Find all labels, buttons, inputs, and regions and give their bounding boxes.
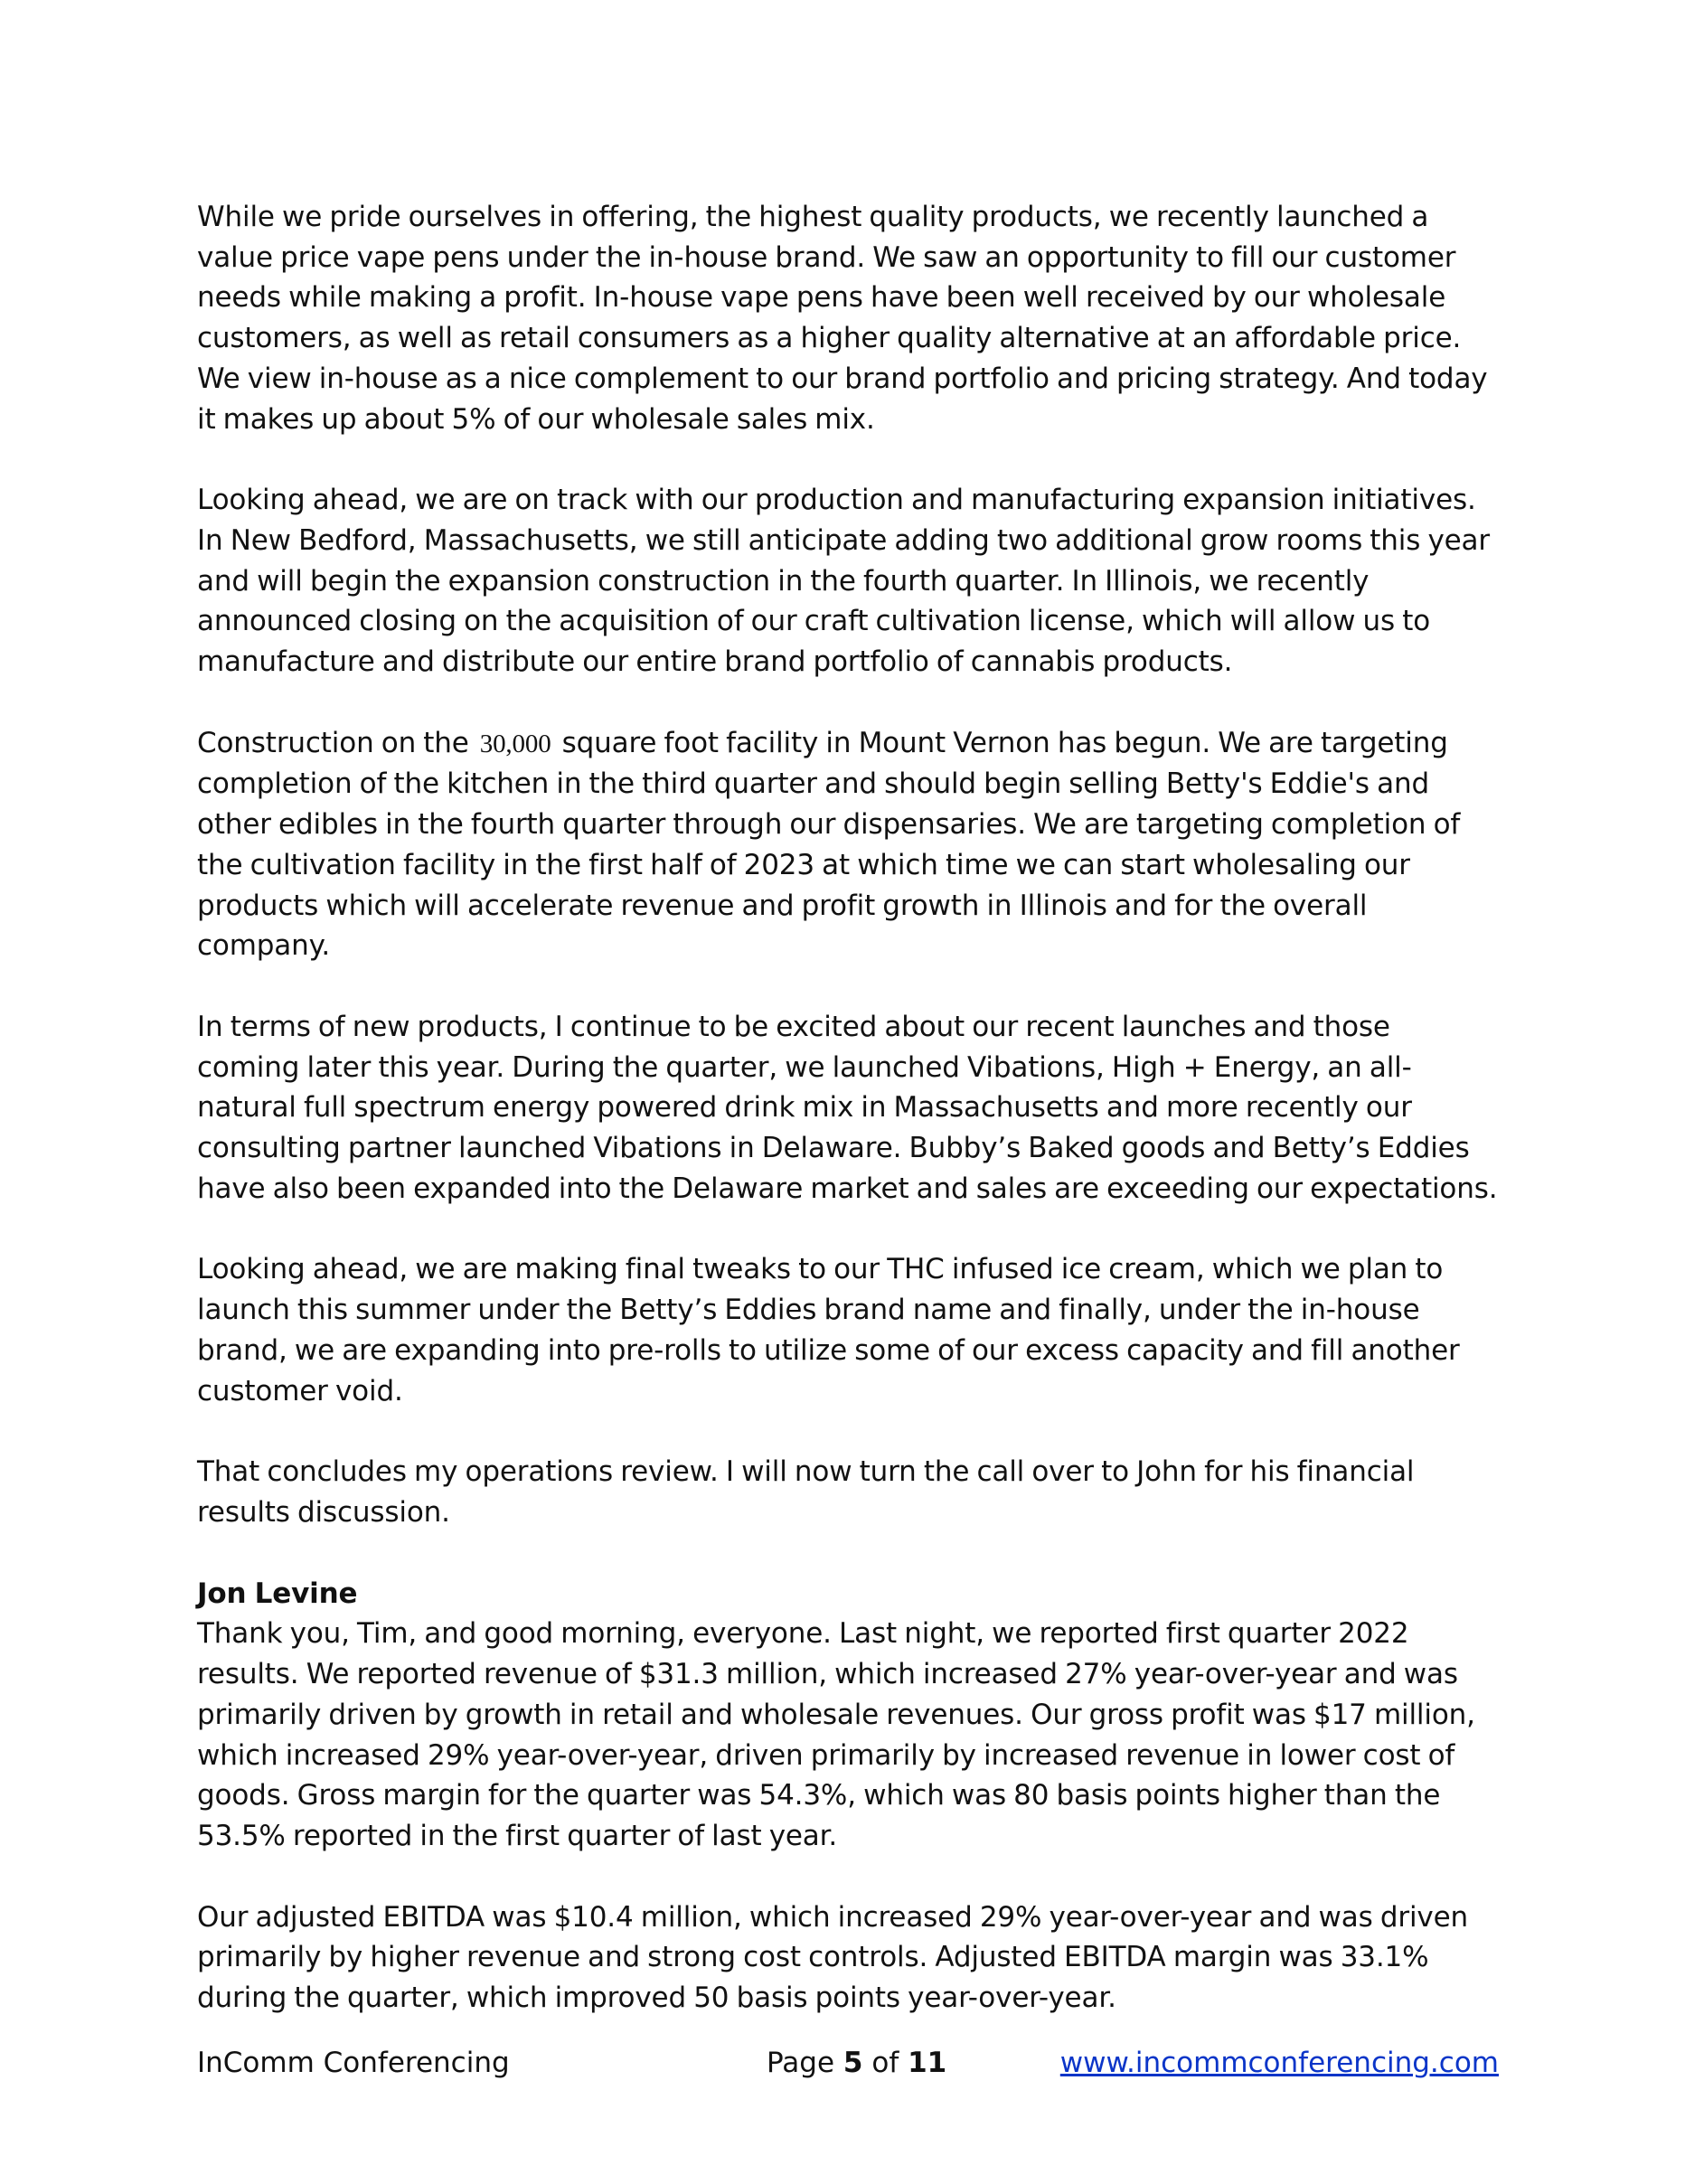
financial-results-text: Thank you, Tim, and good morning, everyone. Last night, we reported first quarter 2022 results. We reported revenue of $31.3 million, which increased 27% year-over-year and was primarily driven by growth in retail and wholesale revenues. Our gross profit was $17 million, which increased 29% year-over-year, driven primarily by increased revenue in lower cost of goods. Gross margin for the quarter was 54.3%, which was 80 basis points higher than the 53.5% reported in the first quarter of last year. bbox=[197, 1617, 1475, 1852]
paragraph-construction bbox=[197, 723, 1499, 966]
paragraph-expansion: Looking ahead, we are on track with our production and manufacturing expansion initiatives. In New Bedford, Massachusetts, we still anticipate adding two additional grow rooms this year and will begin the expansion construction in the fourth quarter. In Illinois, we recently announced closing on the acquisition of our craft cultivation license, which will allow us to manufacture and distribute our entire brand portfolio of cannabis products. bbox=[197, 484, 1490, 679]
page-current: 5 bbox=[842, 2047, 863, 2079]
paragraph-financial-results bbox=[197, 1574, 1499, 1857]
footer-website-link[interactable]: www.incommconferencing.com bbox=[1059, 2047, 1499, 2079]
footer-page-number bbox=[767, 2043, 946, 2083]
footer-company: InComm Conferencing bbox=[197, 2047, 510, 2079]
page-total: 11 bbox=[908, 2047, 947, 2079]
facility-size-number: 30,000 bbox=[479, 729, 551, 758]
paragraph-vape-pens: While we pride ourselves in offering, the highest quality products, we recently launched a value price vape pens under the in-house brand. We saw an opportunity to fill our customer needs while making a profit. In-house vape pens have been well received by our wholesale customers, as well as retail consumers as a higher quality alternative at an affordable price. We view in-house as a nice complement to our brand portfolio and pricing strategy. And today it makes up about 5% of our wholesale sales mix. bbox=[197, 201, 1488, 436]
construction-text-after: square foot facility in Mount Vernon has begun. We are targeting completion of the kitchen in the third quarter and should begin selling Betty's Eddie's and other edibles in the fourth quarter through our dispensaries. We are targeting completion of the cultivation facility in the first half of 2023 at which time we can start wholesaling our products which will accelerate revenue and profit growth in Illinois and for the overall company. bbox=[197, 726, 1461, 963]
page-footer bbox=[197, 2043, 1499, 2083]
page-of: of bbox=[871, 2047, 899, 2079]
page-label: Page bbox=[767, 2047, 835, 2079]
paragraph-ice-cream: Looking ahead, we are making final tweaks to our THC infused ice cream, which we plan to launch this summer under the Betty’s Eddies brand name and finally, under the in-house brand, we are expanding into pre-rolls to utilize some of our excess capacity and fill another customer void. bbox=[197, 1253, 1460, 1407]
construction-text-before: Construction on the bbox=[197, 726, 469, 759]
paragraph-conclusion: That concludes my operations review. I will now turn the call over to John for his financial results discussion. bbox=[197, 1455, 1415, 1529]
paragraph-new-products: In terms of new products, I continue to be excited about our recent launches and those coming later this year. During the quarter, we launched Vibations, High + Energy, an all-natural full spectrum energy powered drink mix in Massachusetts and more recently our consulting partner launched Vibations in Delaware. Bubby’s Baked goods and Betty’s Eddies have also been expanded into the Delaware market and sales are exceeding our expectations. bbox=[197, 1010, 1498, 1205]
transcript-page bbox=[197, 197, 1499, 2059]
speaker-name: Jon Levine bbox=[197, 1577, 358, 1610]
paragraph-ebitda: Our adjusted EBITDA was $10.4 million, which increased 29% year-over-year and was driven primarily by higher revenue and strong cost controls. Adjusted EBITDA margin was 33.1% during the quarter, which improved 50 basis points year-over-year. bbox=[197, 1900, 1469, 2015]
